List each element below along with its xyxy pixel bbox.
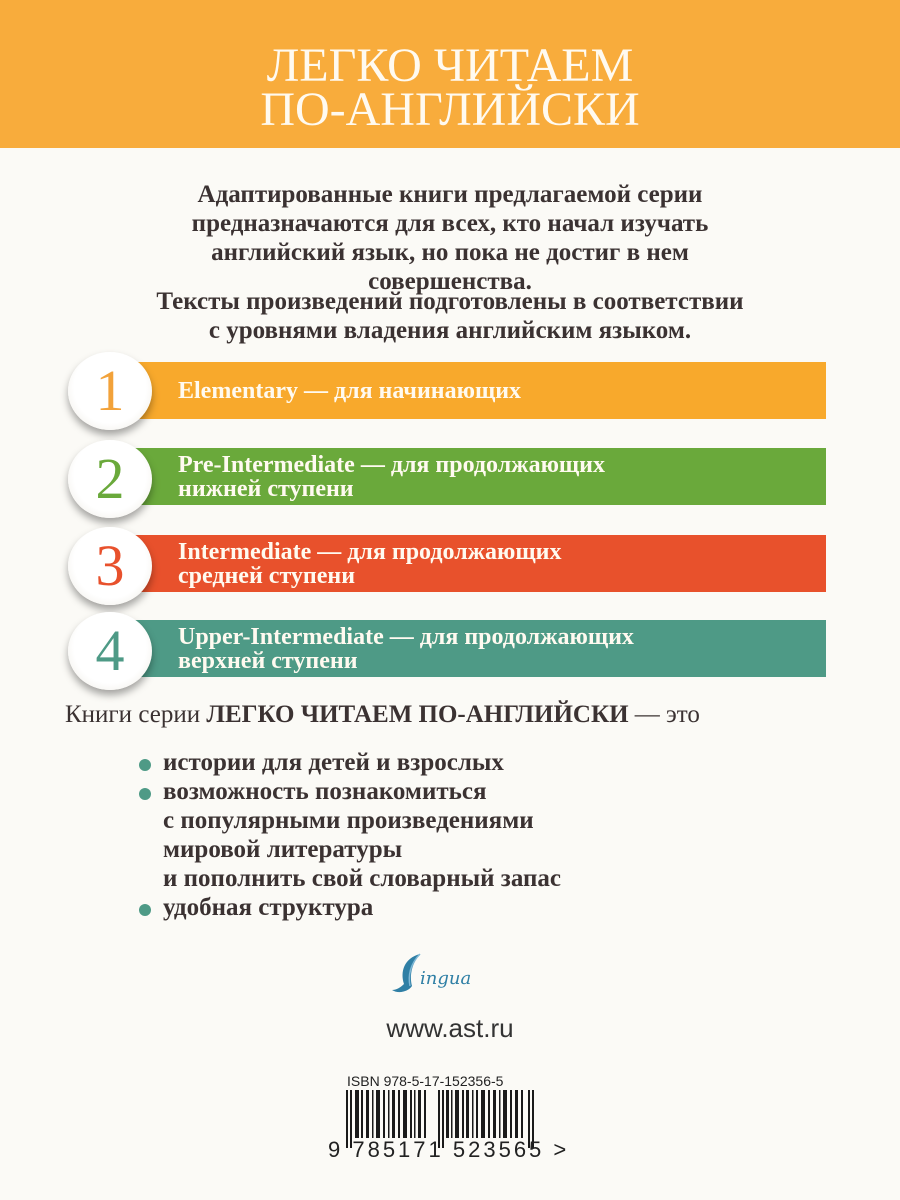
bullet-dot-icon <box>139 759 151 771</box>
logo-wordmark: ingua <box>420 968 472 989</box>
list-item-line: мировой литературы <box>163 836 403 863</box>
level-label <box>178 362 816 419</box>
level-label <box>178 535 816 592</box>
list-item-line: истории для детей и взрослых <box>163 749 504 776</box>
level-1-bar <box>120 362 826 419</box>
intro-paragraph-1 <box>100 180 800 296</box>
intro-line: совершенства. <box>368 268 532 295</box>
intro-line: Тексты произведений подготовлены в соответствии <box>156 288 744 315</box>
lead-series-name: ЛЕГКО ЧИТАЕМ ПО-АНГЛИЙСКИ <box>206 701 629 728</box>
features-list <box>135 748 835 922</box>
series-title-line1: ЛЕГКО ЧИТАЕМ <box>266 39 634 92</box>
isbn-label: ISBN 978-5-17-152356-5 <box>347 1073 504 1089</box>
intro-line: с уровнями владения английским языком. <box>208 317 692 344</box>
bullet-dot-icon <box>139 904 151 916</box>
list-item <box>135 777 835 893</box>
level-label-line1: Pre-Intermediate — для продолжающих <box>178 451 606 478</box>
cover-header-band <box>0 0 900 148</box>
level-number: 2 <box>95 446 125 511</box>
intro-line: предназначаются для всех, кто начал изучать <box>191 210 709 237</box>
bullet-dot-icon <box>139 788 151 800</box>
level-number: 4 <box>95 618 125 683</box>
list-item-line: возможность познакомиться <box>163 778 487 805</box>
list-item <box>135 893 835 922</box>
series-title-line2: ПО-АНГЛИЙСКИ <box>260 83 640 136</box>
list-item-line: с популярными произведениями <box>163 807 534 834</box>
level-label-line2: верхней ступени <box>178 647 358 674</box>
list-item <box>135 748 835 777</box>
intro-paragraph-2 <box>100 287 800 345</box>
lead-suffix: — это <box>628 701 700 728</box>
barcode-digits: 9 785171 523565 > <box>328 1137 570 1162</box>
level-label <box>178 620 816 677</box>
level-4-bar <box>120 620 826 677</box>
level-3-number-badge <box>68 527 152 605</box>
level-4-number-badge <box>68 612 152 690</box>
level-2-bar <box>120 448 826 505</box>
level-label <box>178 448 816 505</box>
level-3-bar <box>120 535 826 592</box>
lingua-logo <box>390 950 500 998</box>
intro-line: Адаптированные книги предлагаемой серии <box>197 181 703 208</box>
level-label-line2: нижней ступени <box>178 475 354 502</box>
series-lead-sentence <box>65 700 845 730</box>
level-2-number-badge <box>68 440 152 518</box>
series-title <box>0 39 900 136</box>
intro-line: английский язык, но пока не достиг в нем <box>211 239 689 266</box>
list-item-line: удобная структура <box>163 894 374 921</box>
level-number: 1 <box>95 358 125 423</box>
level-label-line1: Intermediate — для продолжающих <box>178 538 562 565</box>
list-item-line: и пополнить свой словарный запас <box>163 865 561 892</box>
level-label-line2: средней ступени <box>178 562 356 589</box>
level-1-number-badge <box>68 352 152 430</box>
publisher-website: www.ast.ru <box>386 1013 514 1043</box>
level-label-line1: Elementary — для начинающих <box>178 377 522 404</box>
level-label-line1: Upper-Intermediate — для продолжающих <box>178 623 634 650</box>
lead-prefix: Книги серии <box>65 701 207 728</box>
level-number: 3 <box>95 533 125 598</box>
